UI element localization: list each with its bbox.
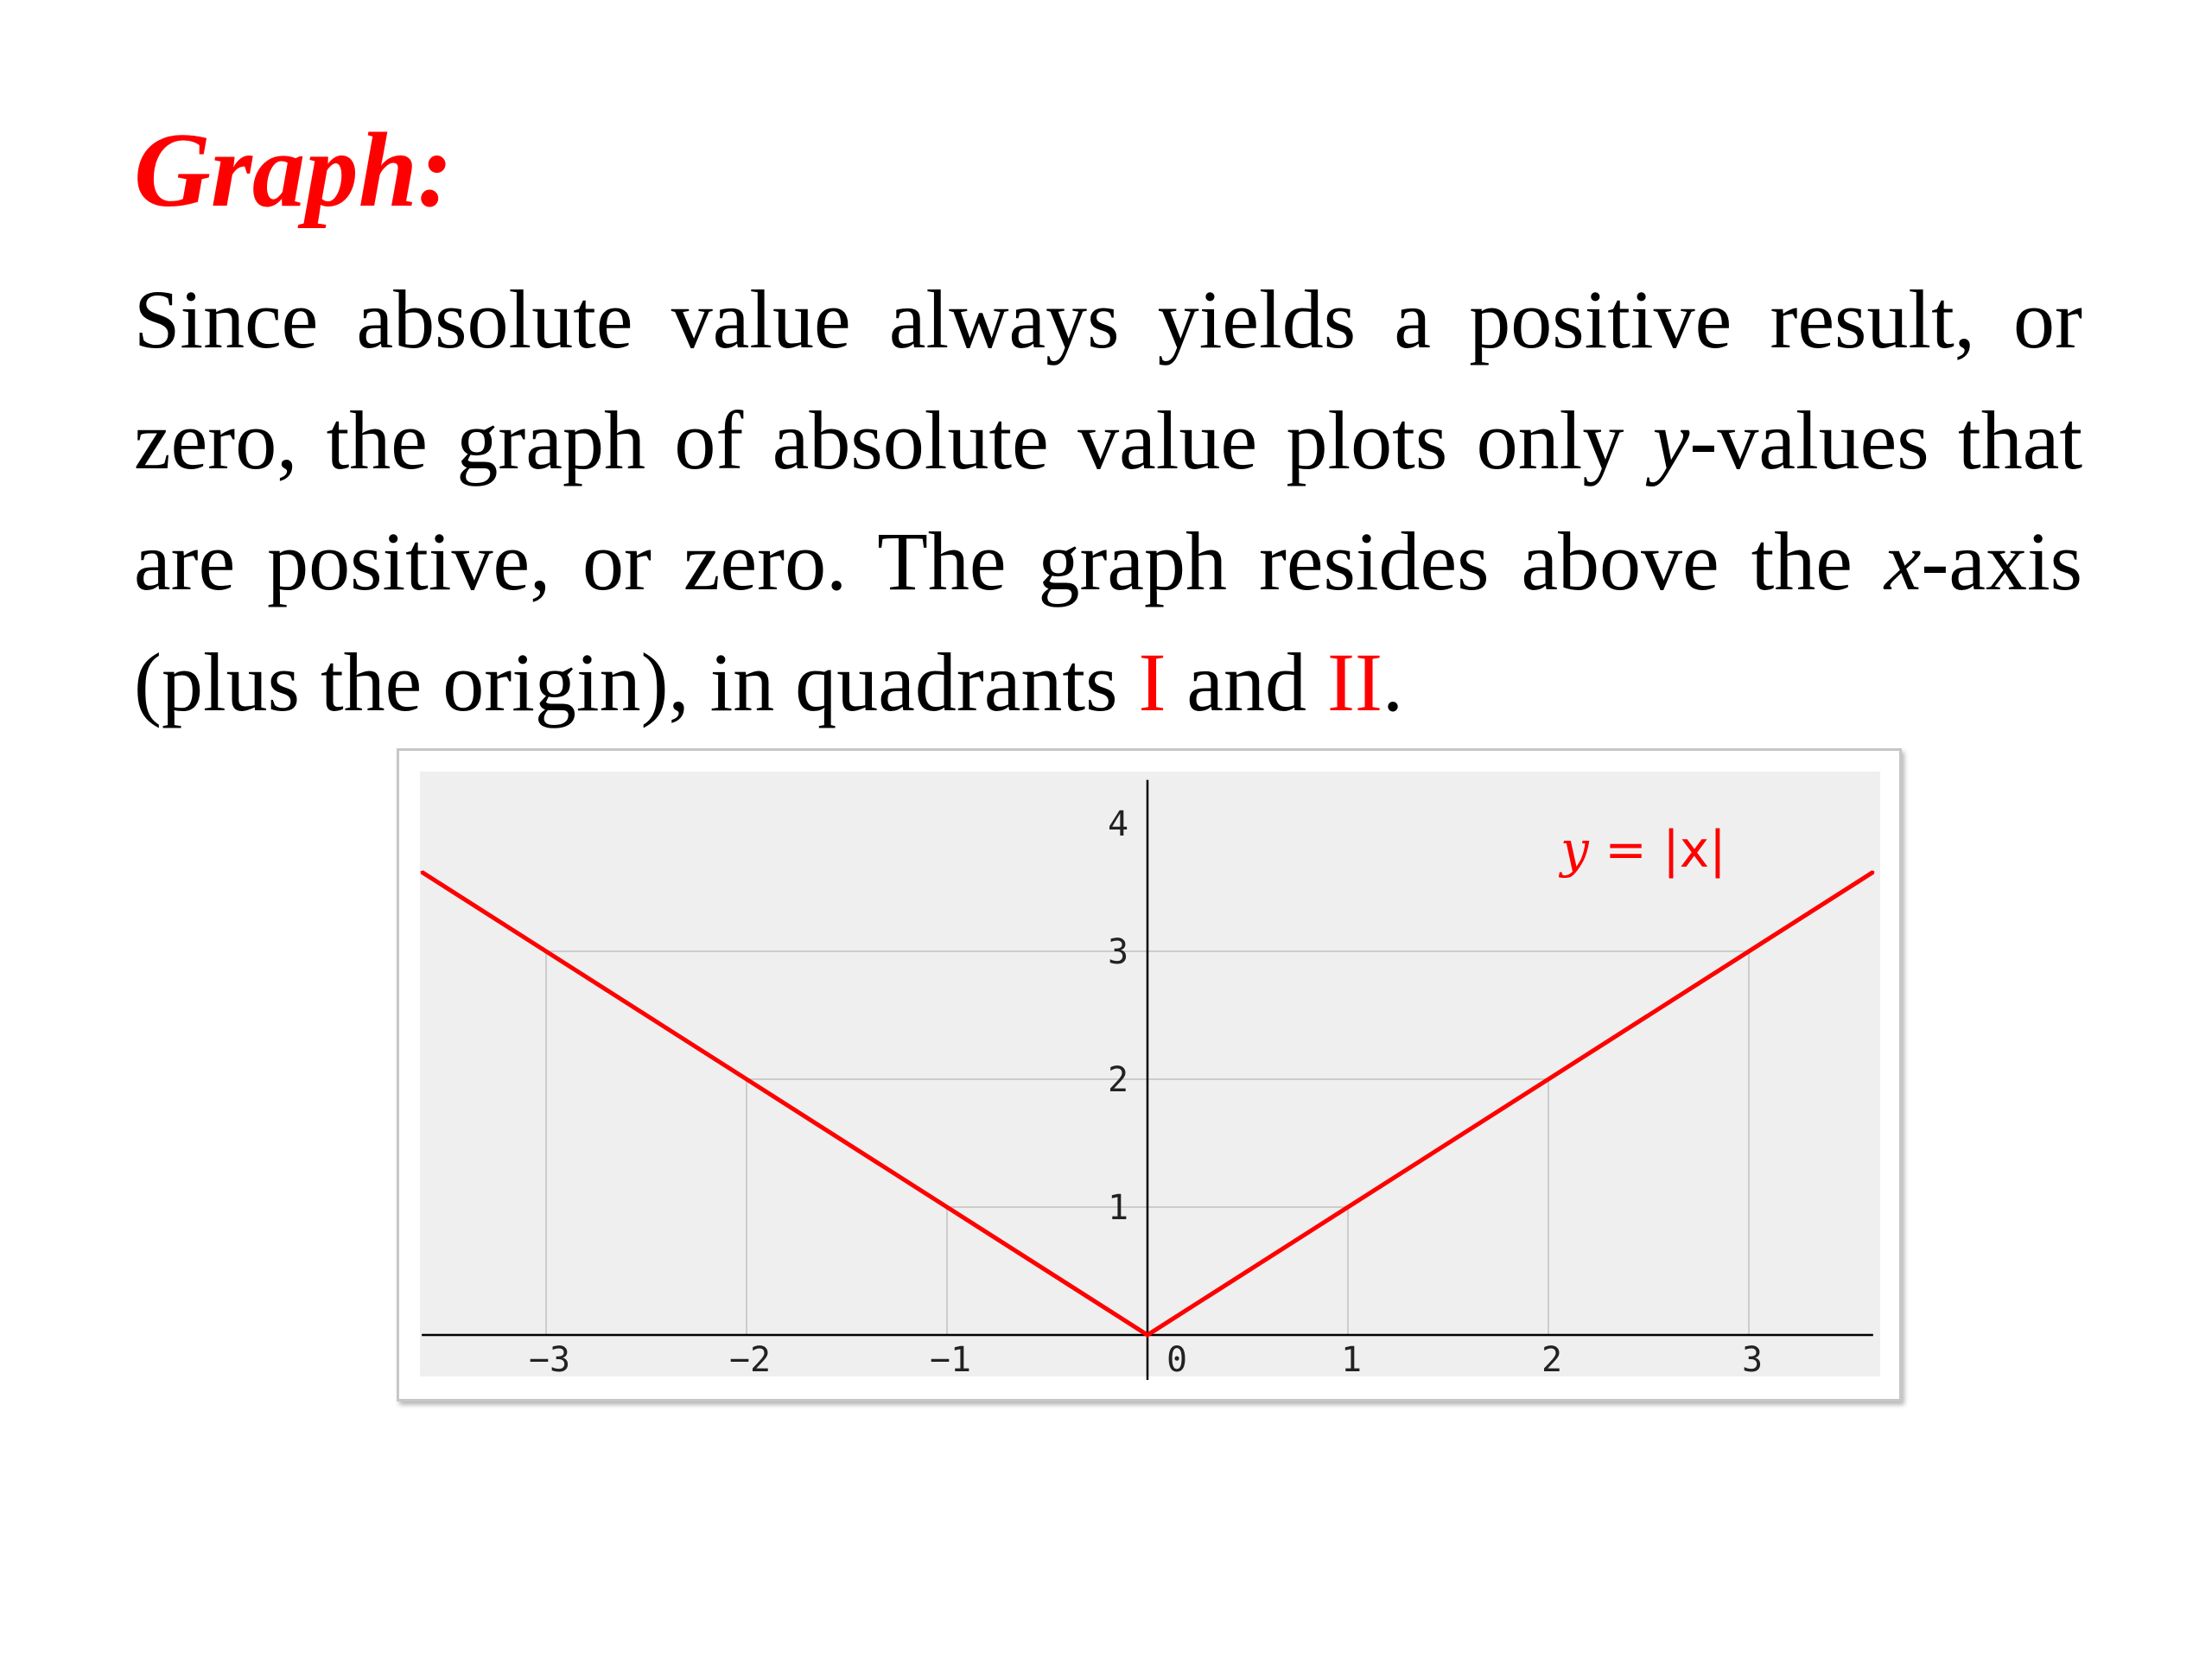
x-variable: x	[1884, 515, 1922, 607]
para-text-5: .	[1382, 636, 1403, 728]
x-tick-label: 0	[1166, 1340, 1188, 1380]
quadrant-one: I	[1138, 636, 1166, 728]
data-point	[1147, 1334, 1149, 1337]
x-tick-label: 2	[1541, 1340, 1563, 1380]
absolute-value-chart	[399, 751, 1899, 1399]
y-tick-label: 1	[1107, 1188, 1129, 1228]
data-point	[421, 871, 423, 874]
y-tick-label: 2	[1107, 1060, 1129, 1100]
y-tick-label: 3	[1107, 932, 1129, 972]
para-text-2: -values that are positive, or zero. The graph resides above the	[134, 394, 2083, 607]
explanation-paragraph	[134, 259, 2082, 743]
para-text-4: and	[1166, 636, 1328, 728]
x-tick-label: −3	[528, 1340, 571, 1380]
x-tick-label: −1	[929, 1340, 972, 1380]
x-tick-label: −2	[728, 1340, 772, 1380]
x-tick-label: 1	[1340, 1340, 1363, 1380]
data-point	[1872, 871, 1874, 874]
x-tick-label: 3	[1741, 1340, 1764, 1380]
y-tick-label: 4	[1107, 804, 1129, 844]
graph-figure	[397, 748, 1902, 1402]
curve-label: y = |x|	[1560, 820, 1726, 879]
para-text-1: Since absolute value always yields a positive result, or zero, the graph of absolute value plots only	[134, 273, 2082, 486]
quadrant-two: II	[1327, 636, 1382, 728]
slide-heading: Graph:	[134, 111, 454, 229]
y-variable: y	[1652, 394, 1690, 486]
para-text-3: -axis (plus the origin), in quadrants	[134, 515, 2082, 728]
